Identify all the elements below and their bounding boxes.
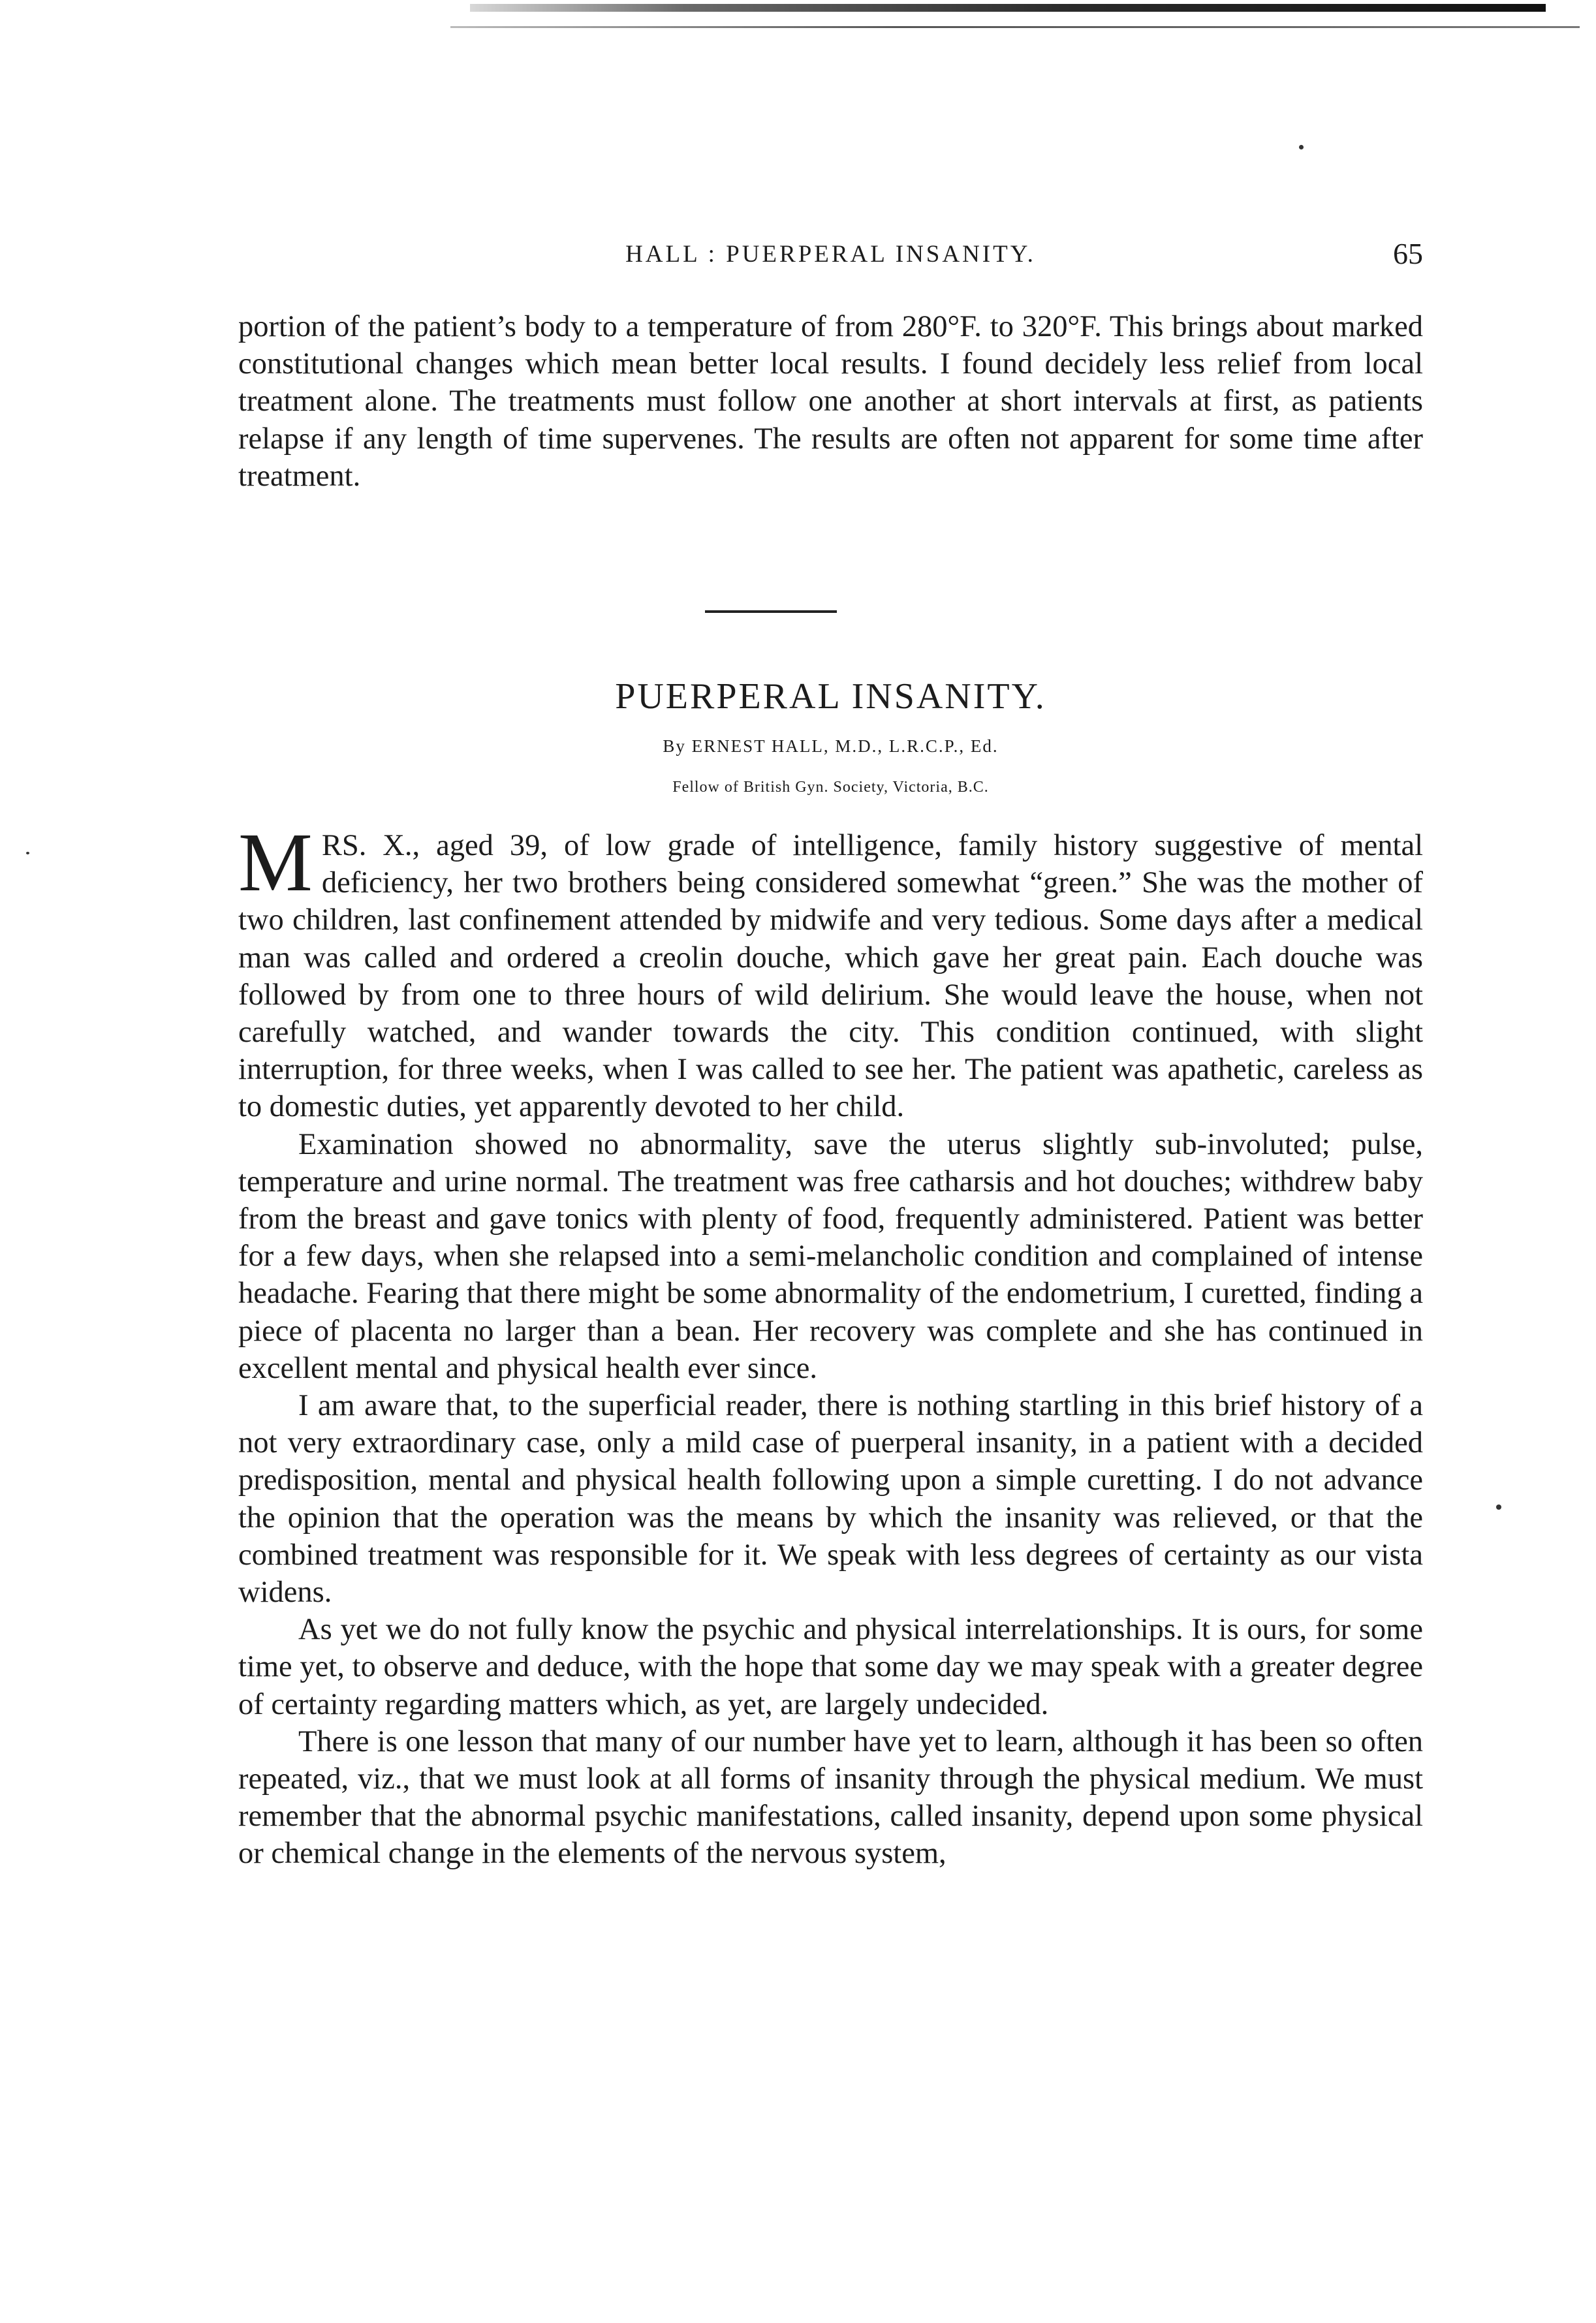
paragraph-discussion: I am aware that, to the superficial reader, there is nothing startling in this brief history of a not very extraordinary case, only a mild case of puerperal insanity, in a patient with a decided predisposition, mental and physical health following upon a simple curetting. I do not advance the opinion that the operation was the means by which the insanity was relieved, or that the combined treatment was responsible for it. We speak with less degrees of certainty as our vista widens. [238,1389,1423,1610]
drop-cap: M [238,816,313,909]
author-affiliation: Fellow of British Gyn. Society, Victoria, B.C. [672,779,989,796]
scan-edge-rule [470,4,1546,12]
running-title: HALL : PUERPERAL INSANITY. [625,241,1036,268]
section-separator [705,610,837,613]
paragraph-examination: Examination showed no abnormality, save the uterus slightly sub-involuted; pulse, temperature and urine normal. The treatment was free catharsis and hot douches; withdrew baby from the breast and gave tonics with plenty of food, frequently administered. Patient was better for a few days, when she relapsed into a semi-melancholic condition and complained of intense headache. Fearing that there might be some abnormality of the endometrium, I curetted, finding a piece of placenta no larger than a bean. Her recovery was complete and she has continued in excellent mental and physical health ever since. [238,1127,1423,1385]
paragraph-interrelationships: As yet we do not fully know the psychic and physical interrelationships. It is ours, for some time yet, to observe and deduce, with the hope that some day we may speak with a greater degree of certainty regarding matters which, as yet, are largely undecided. [238,1613,1423,1721]
continued-paragraph-block [238,308,1423,495]
scan-edge-rule-thin [450,26,1580,28]
article-body [238,816,1423,1873]
paragraph-case-history-text: RS. X., aged 39, of low grade of intelligence, family history suggestive of mental deficiency, her two brothers being considered somewhat “green.” She was the mother of two children, last confinement attended by midwife and very tedious. Some days after a medical man was called and ordered a creolin douche, which gave her great pain. Each douche was followed by from one to three hours of wild delirium. She would leave the house, when not carefully watched, and wander towards the city. This condition continued, with slight interruption, for three weeks, when I was called to see her. The patient was apathetic, careless as to domestic duties, yet apparently devoted to her child. [238,829,1423,1124]
running-head [238,235,1423,274]
scan-speck [1496,1504,1501,1510]
scan-speck [1299,145,1304,149]
paragraph-lesson: There is one lesson that many of our number have yet to learn, although it has been so often repeated, viz., that we must look at all forms of insanity through the physical medium. We must remember that the abnormal psychic manifestations, called insanity, depend upon some physical or chemical change in the elements of the nervous system, [238,1724,1423,1871]
page-number: 65 [1393,237,1423,270]
paragraph-case-history [238,816,1423,1126]
scan-speck [26,852,29,854]
article-title: PUERPERAL INSANITY. [615,676,1046,717]
continued-paragraph: portion of the patient’s body to a temperature of from 280°F. to 320°F. This brings about marked constitutional changes which mean better local results. I found decidely less relief from local treatment alone. The treatments must follow one another at short intervals at first, as patients relapse if any length of time supervenes. The results are often not apparent for some time after treatment. [238,310,1423,493]
article-byline: By ERNEST HALL, M.D., L.R.C.P., Ed. [663,736,999,756]
